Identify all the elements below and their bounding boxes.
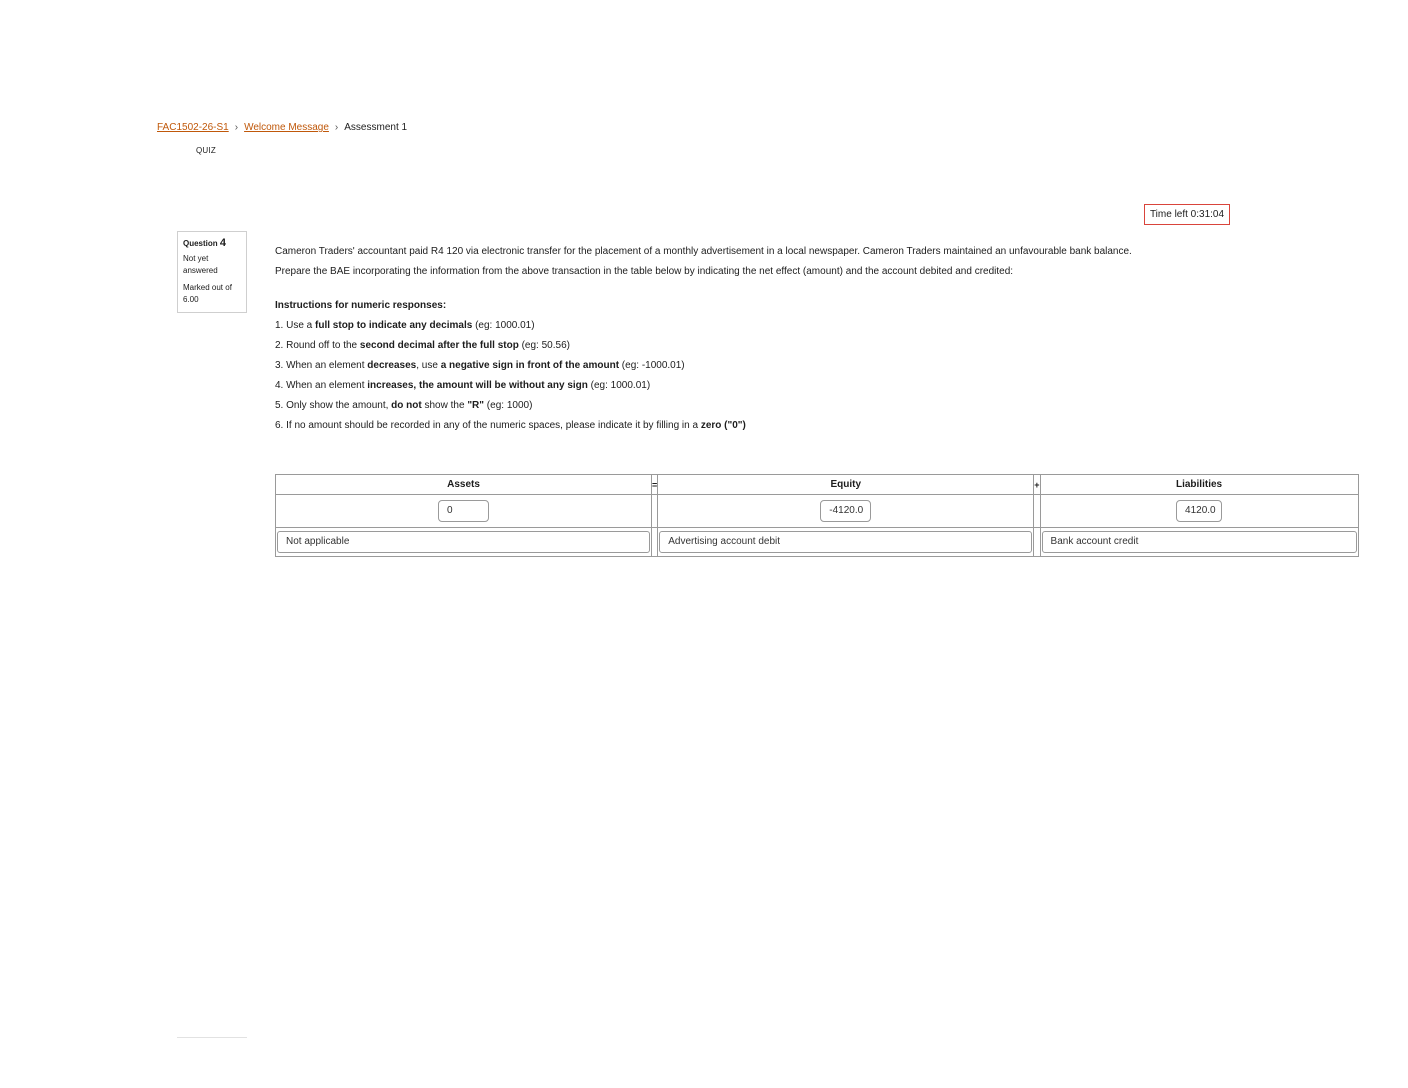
question-number: [183, 237, 241, 250]
assets-amount-input[interactable]: 0: [438, 500, 489, 522]
instruction-item: 6. If no amount should be recorded in any of the numeric spaces, please indicate it by filling in a zero ("0"): [275, 420, 746, 431]
question-grade: Marked out of 6.00: [183, 283, 232, 304]
column-header-assets: Assets: [276, 475, 652, 495]
column-header-liabilities: Liabilities: [1040, 475, 1358, 495]
liabilities-account-select[interactable]: Bank account credit: [1042, 531, 1357, 553]
question-info-panel: [177, 231, 247, 313]
equity-account-select[interactable]: Advertising account debit: [659, 531, 1032, 553]
liabilities-account-cell: [1040, 528, 1358, 557]
question-number-value: 4: [219, 237, 227, 249]
equals-operator: =: [652, 475, 658, 495]
question-label: Question: [183, 239, 218, 248]
breadcrumb-section-link[interactable]: Welcome Message: [244, 122, 329, 133]
column-header-equity: Equity: [658, 475, 1034, 495]
accounting-equation-table: [275, 474, 1359, 557]
instruction-item: 5. Only show the amount, do not show the "R" (eg: 1000): [275, 400, 533, 411]
question-text: [275, 245, 1355, 433]
question-paragraph: Cameron Traders' accountant paid R4 120 via electronic transfer for the placement of a monthly advertisement in a local newspaper. Cameron Traders maintained an unfavourable bank balance.: [275, 246, 1132, 257]
assets-account-cell: [276, 528, 652, 557]
breadcrumb-course-link[interactable]: FAC1502-26-S1: [157, 122, 229, 133]
instruction-item: 1. Use a full stop to indicate any decimals (eg: 1000.01): [275, 320, 535, 331]
instruction-item: 2. Round off to the second decimal after the full stop (eg: 50.56): [275, 340, 570, 351]
activity-type-label: QUIZ: [196, 146, 216, 155]
chevron-right-icon: ›: [234, 122, 239, 133]
liabilities-amount-input[interactable]: 4120.0: [1176, 500, 1222, 522]
chevron-right-icon: ›: [334, 122, 339, 133]
equity-amount-cell: [658, 495, 1034, 528]
equity-amount-input[interactable]: -4120.0: [820, 500, 871, 522]
assets-account-select[interactable]: Not applicable: [277, 531, 650, 553]
instruction-item: 4. When an element increases, the amount will be without any sign (eg: 1000.01): [275, 380, 651, 391]
breadcrumb-current: Assessment 1: [344, 122, 408, 133]
instructions-title: Instructions for numeric responses:: [275, 300, 447, 311]
plus-operator: +: [1034, 475, 1040, 495]
equity-account-cell: [658, 528, 1034, 557]
quiz-timer: Time left 0:31:04: [1144, 204, 1230, 225]
liabilities-amount-cell: [1040, 495, 1358, 528]
breadcrumb: [157, 122, 407, 133]
assets-amount-cell: [276, 495, 652, 528]
question-state: Not yet answered: [183, 254, 218, 275]
instruction-item: 3. When an element decreases, use a negative sign in front of the amount (eg: -1000.01): [275, 360, 685, 371]
question-paragraph: Prepare the BAE incorporating the information from the above transaction in the table below by indicating the net effect (amount) and the account debited and credited:: [275, 266, 1014, 277]
divider: [177, 1037, 247, 1038]
